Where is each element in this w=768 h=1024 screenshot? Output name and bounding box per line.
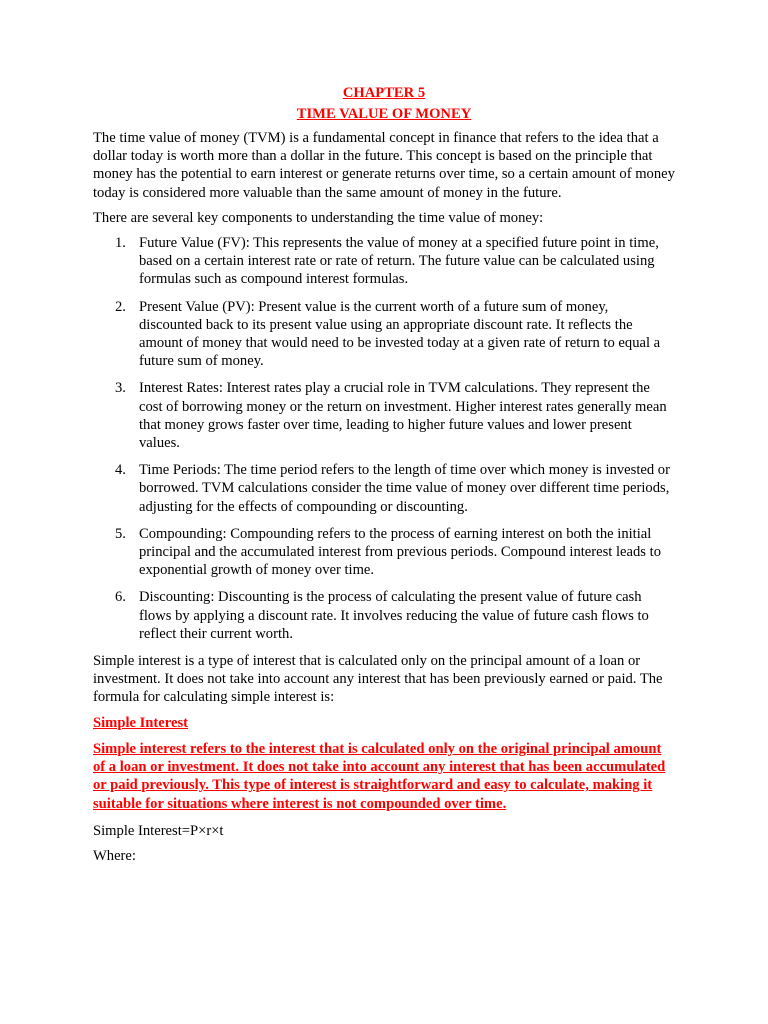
list-item <box>93 234 675 289</box>
document-page <box>93 84 675 872</box>
list-item <box>93 525 675 580</box>
list-item-text: Interest Rates: Interest rates play a crucial role in TVM calculations. They represent the cost of borrowing money or the return on investment. Higher interest rates generally mean that money grows faster over time, leading to higher future values and lower present values. <box>139 380 667 452</box>
list-item-number: 6. <box>115 589 126 606</box>
chapter-heading: CHAPTER 5 <box>342 85 426 101</box>
components-intro-paragraph: There are several key components to understanding the time value of money: <box>93 209 544 226</box>
list-item-number: 4. <box>115 462 126 479</box>
list-item-number: 2. <box>115 298 126 315</box>
simple-interest-definition: Simple interest refers to the interest that is calculated only on the original principal amount of a loan or investment. It does not take into account any interest that has been accumulated or paid previously. This type of interest is straightforward and easy to calculate, making it suitable for situations where interest is not compounded over time. <box>93 740 666 812</box>
components-list <box>93 234 675 643</box>
where-label: Where: <box>93 847 136 864</box>
list-item <box>93 298 675 371</box>
simple-interest-formula: Simple Interest=P×r×t <box>93 822 224 839</box>
list-item <box>93 461 675 516</box>
list-item-text: Future Value (FV): This represents the value of money at a specified future point in time, based on a certain interest rate or rate of return. The future value can be calculated using formulas such as compound interest formulas. <box>139 235 659 288</box>
list-item-number: 3. <box>115 380 126 397</box>
simple-interest-intro: Simple interest is a type of interest that is calculated only on the principal amount of a loan or investment. It does not take into account any interest that has been previously earned or paid. The formula for calculating simple interest is: <box>93 653 663 706</box>
list-item <box>93 379 675 452</box>
list-item-number: 1. <box>115 235 126 252</box>
intro-paragraph: The time value of money (TVM) is a fundamental concept in finance that refers to the idea that a dollar today is worth more than a dollar in the future. This concept is based on the principle that money has the potential to earn interest or generate returns over time, so a certain amount of money today is considered more valuable than the same amount of money in the future. <box>93 130 675 201</box>
list-item-text: Compounding: Compounding refers to the process of earning interest on both the initial principal and the accumulated interest from previous periods. Compound interest leads to exponential growth of money over time. <box>139 525 661 579</box>
list-item-text: Time Periods: The time period refers to the length of time over which money is invested or borrowed. TVM calculations consider the time value of money over different time periods, adjusting for the effects of compounding or discounting. <box>139 462 670 515</box>
list-item-number: 5. <box>115 525 126 542</box>
chapter-title: TIME VALUE OF MONEY <box>296 106 472 122</box>
simple-interest-heading: Simple Interest <box>93 714 188 731</box>
list-item <box>93 588 675 643</box>
list-item-text: Discounting: Discounting is the process of calculating the present value of future cash flows by applying a discount rate. It involves reducing the value of future cash flows to reflect their current worth. <box>139 589 649 642</box>
list-item-text: Present Value (PV): Present value is the current worth of a future sum of money, discounted back to its present value using an appropriate discount rate. It reflects the amount of money that would need to be invested today at a given rate of return to equal a future sum of money. <box>139 298 661 370</box>
